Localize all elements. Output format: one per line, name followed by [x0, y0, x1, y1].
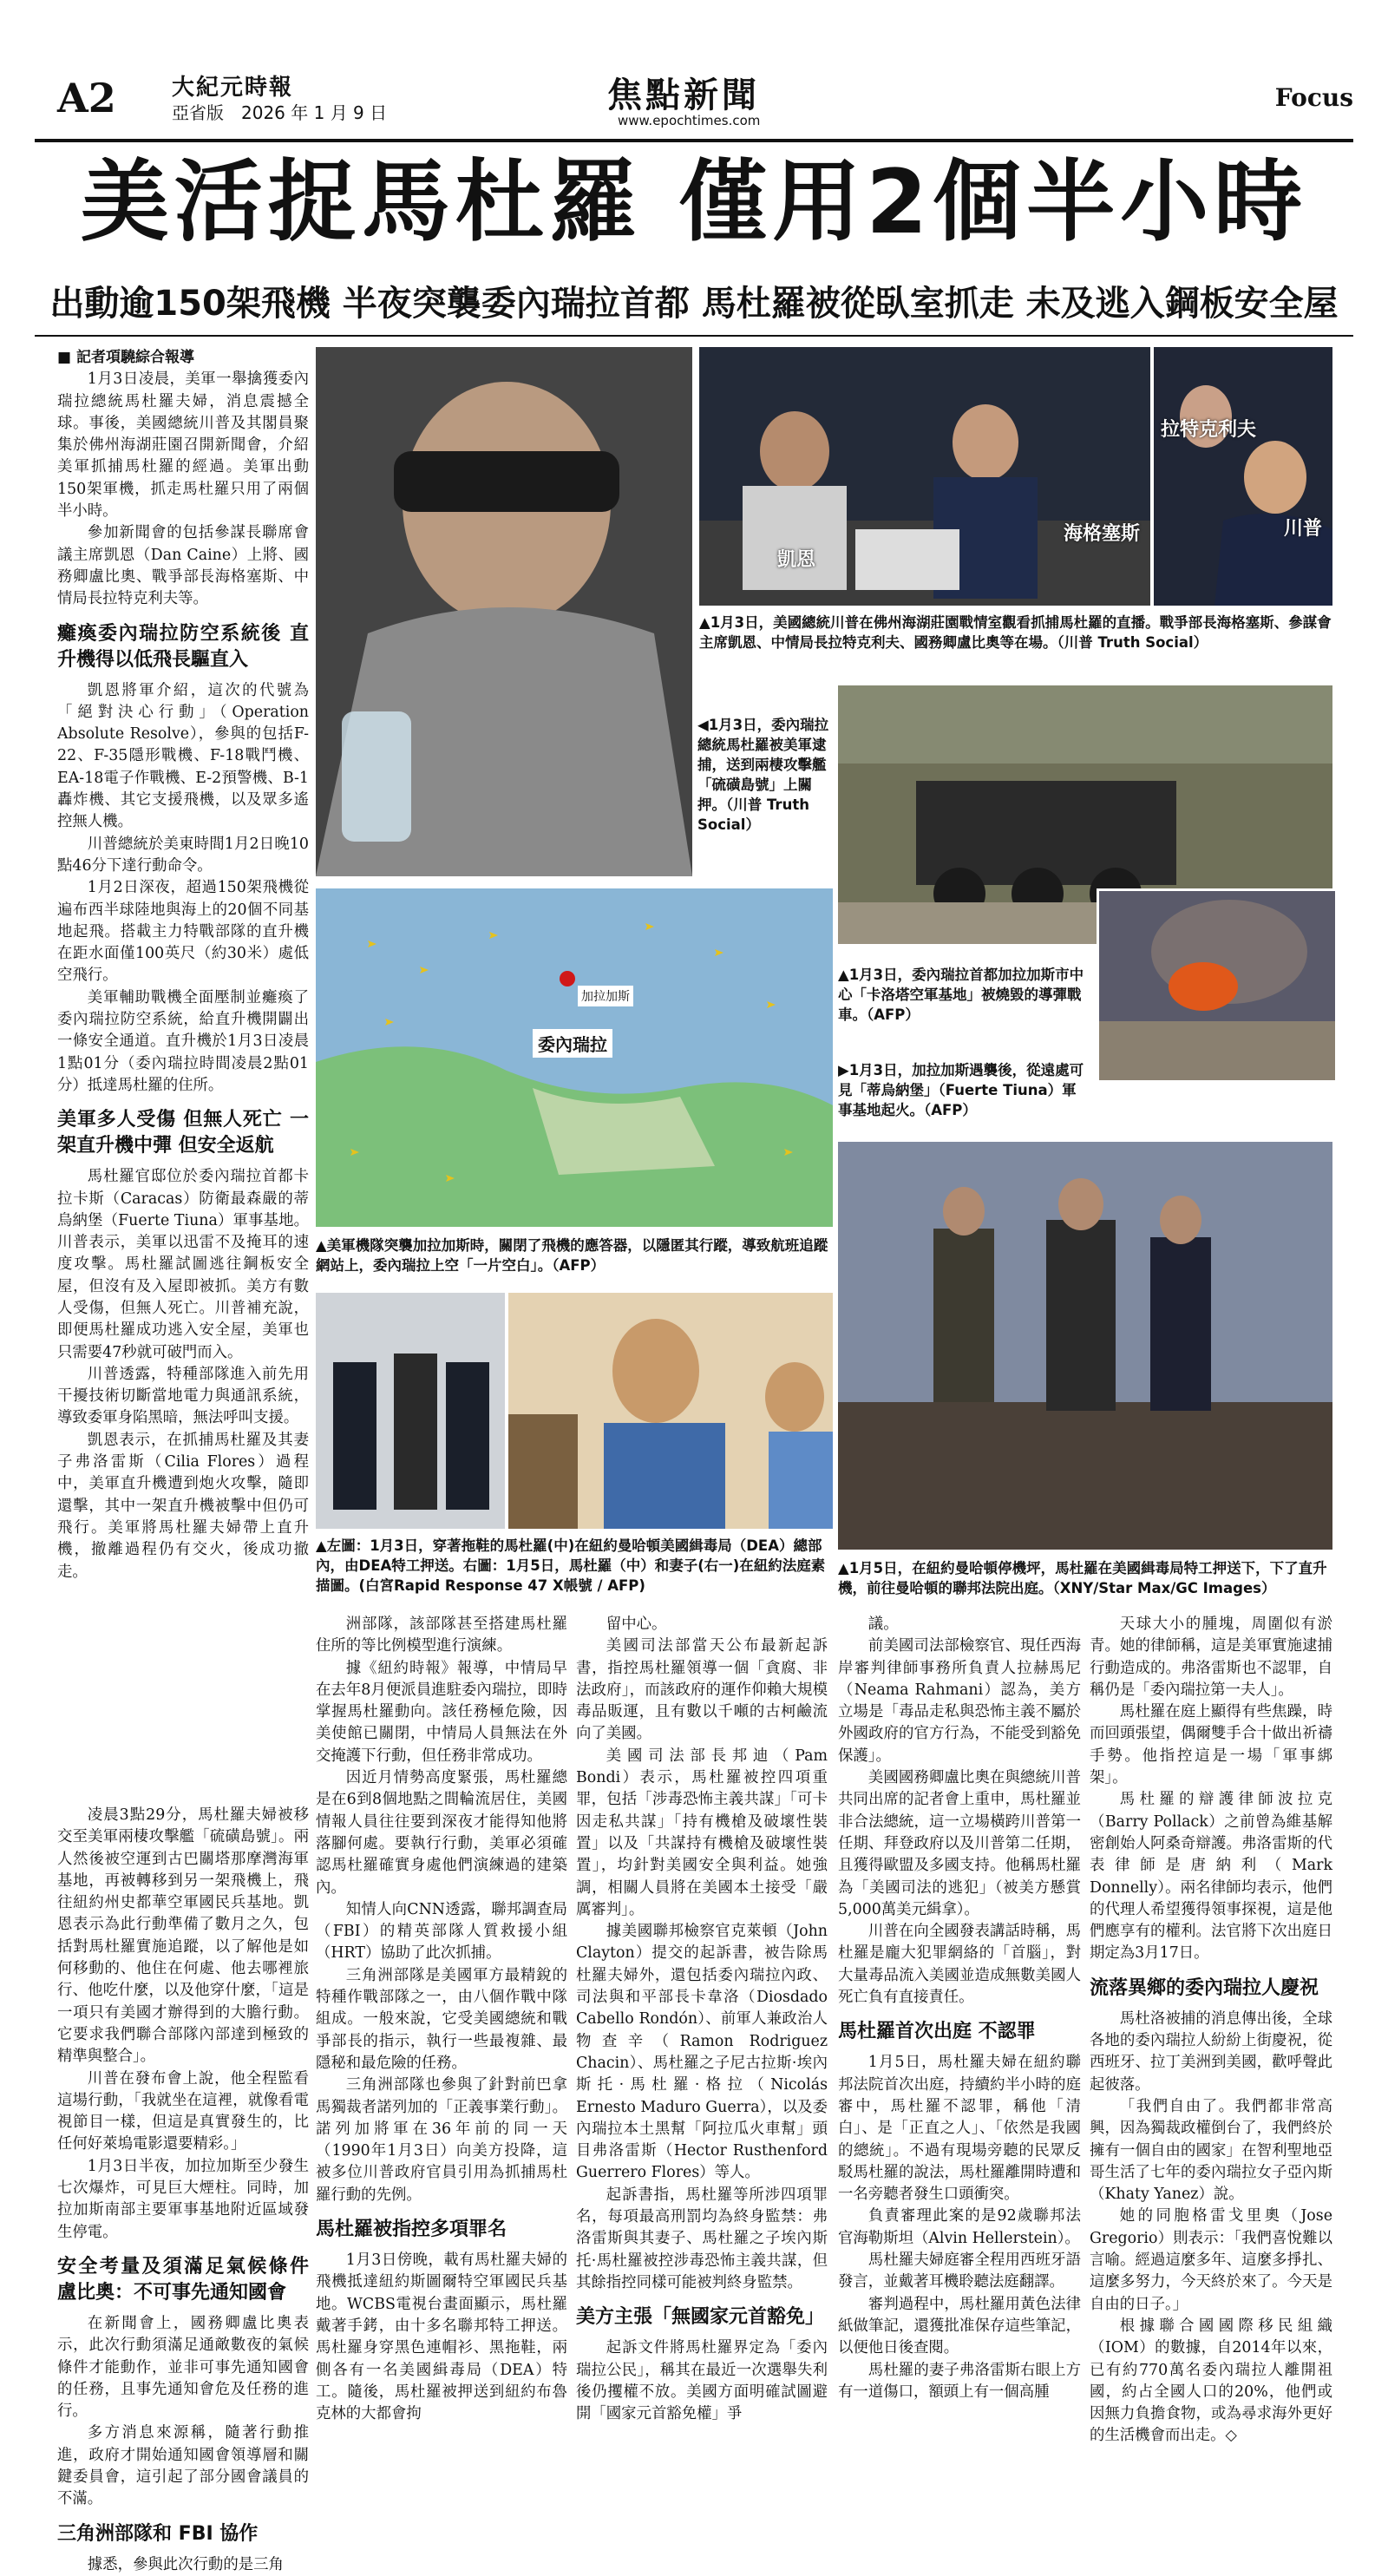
- paragraph: 馬杜羅官邸位於委內瑞拉首都卡拉卡斯（Caracas）防衛最森嚴的蒂烏納堡（Fuerte Tiuna）軍事基地。川普表示，美軍以迅雷不及掩耳的速度攻擊。馬杜羅試圖逃往鋼板安全屋，但沒有及入屋即被抓。美方有數人受傷，但無人死亡。川普補充說，即便馬杜羅成功逃入安全屋，美軍也只需要47秒就可破門而入。: [57, 1168, 309, 1361]
- section-heading: 馬杜羅被指控多項罪名: [316, 2219, 507, 2241]
- caption-situation-room: ▲1月3日，美國總統川普在佛州海湖莊園戰情室觀看抓捕馬杜羅的直播。戰爭部長海格塞斯、參謀會主席凱恩、中情局長拉特克利夫、國務卿盧比奧等在場。（川普 Truth Social）: [699, 614, 1332, 651]
- newspaper-logo: 大紀元時報: [172, 75, 294, 101]
- article-column-5: [1090, 1614, 1332, 2448]
- article-column-4: [838, 1614, 1081, 2403]
- paragraph: 天球大小的腫塊，周圍似有淤青。她的律師稱，這是美軍實施逮捕行動造成的。弗洛雷斯也不認罪，自稱仍是「委內瑞拉第一夫人」。: [1090, 1616, 1332, 1699]
- paragraph: 知情人向CNN透露，聯邦調查局（FBI）的精英部隊人質救援小組（HRT）協助了此次抓捕。: [316, 1900, 567, 1963]
- paragraph: 1月3日凌晨，美軍一舉擒獲委內瑞拉總統馬杜羅夫婦，消息震撼全球。事後，美國總統川普及其閣員聚集於佛州海湖莊園召開新聞會，介紹美軍抓捕馬杜羅的經過。美軍出動150架軍機，抓走馬杜羅只用了兩個半小時。: [57, 370, 309, 521]
- paragraph: 因近月情勢高度緊張，馬杜羅總是在6到8個地點之間輪流居住，美國情報人員往往要到深夜才能得知他將落腳何處。要執行行動，美軍必須確認馬杜羅確實身處他們演練過的建築內。: [316, 1769, 567, 1897]
- courtroom-sketch: [508, 1293, 833, 1529]
- paragraph: 起訴書指，馬杜羅等所涉四項罪名，每項最高刑罰均為終身監禁：弗洛雷斯與其妻子、馬杜羅之子埃內斯托·馬杜羅被控涉毒恐怖主義共謀，但其餘指控同樣可能被判終身監禁。: [576, 2186, 828, 2291]
- paragraph: 參加新聞會的包括參謀長聯席會議主席凱恩（Dan Caine）上將、國務卿盧比奧、戰爭部長海格塞斯、中情局長拉特克利夫等。: [57, 524, 309, 608]
- paragraph: 前美國司法部檢察官、現任西海岸審判律師事務所負責人拉赫馬尼（Neama Rahmani）認為，美方立場是「毒品走私與恐怖主義不屬於外國政府的官方行為，不能受到豁免保護」。: [838, 1637, 1081, 1765]
- caption-vehicle: ▲1月3日，委內瑞拉首都加拉加斯市中心「卡洛塔空軍基地」被燒毀的導彈戰車。（AFP）: [838, 967, 1084, 1023]
- paragraph: 1月3日半夜，加拉加斯至少發生七次爆炸，可見巨大煙柱。同時，加拉加斯南部主要軍事基地附近區域發生停電。: [57, 2157, 309, 2241]
- label-kaine: 凱恩: [777, 549, 816, 571]
- label-hegseth: 海格塞斯: [1064, 523, 1141, 545]
- section-heading: 安全考量及須滿足氣候條件 盧比奧：不可事先通知國會: [57, 2255, 309, 2304]
- photo-trump-ratcliffe: [1154, 347, 1332, 606]
- map-graphic: [316, 888, 833, 1227]
- article-column-2: [316, 1614, 567, 2425]
- paragraph: 美國司法部長邦迪（Pam Bondi）表示，馬杜羅被控四項重罪，包括「涉毒恐怖主義共謀」「可卡因走私共謀」「持有機槍及破壞性裝置」以及「共謀持有機槍及破壞性裝置」，均針對美國安全與利益。她強調，相關人員將在美國本土接受「嚴厲審判」。: [576, 1747, 828, 1918]
- headline: 美活捉馬杜羅 僅用2個半小時: [80, 151, 1308, 254]
- caption-map: ▲美軍機隊突襲加拉加斯時，關閉了飛機的應答器，以隱匿其行蹤，導致航班追蹤網站上，委內瑞拉上空「一片空白」。（AFP）: [316, 1237, 828, 1274]
- article-column-1-lower: [57, 1805, 309, 2573]
- paragraph: 馬杜羅的辯護律師波拉克（Barry Pollack）之前曾為維基解密創始人阿桑奇辯護。弗洛雷斯的代表律師是唐納利（Mark Donnelly）。兩名律師均表示，他們的代理人希望獲得領事探視，這是他們應享有的權利。法官將下次出庭日期定為3月17日。: [1090, 1791, 1332, 1963]
- paragraph: 馬杜羅夫婦庭審全程用西班牙語發言，並戴著耳機聆聽法庭翻譯。: [838, 2252, 1081, 2291]
- paragraph: 美國國務卿盧比奧在與總統川普共同出席的記者會上重申，馬杜羅並非合法總統，這一立場橫跨川普第一任期、拜登政府以及川普第二任期，且獲得歐盟及多國支持。他稱馬杜羅為「美國司法的逃犯」（被美方懸賞5,000萬美元緝拿）。: [838, 1769, 1081, 1918]
- photo-situation-room: [699, 347, 1150, 606]
- section-heading: 癱瘓委內瑞拉防空系統後 直升機得以低飛長驅直入: [57, 622, 309, 671]
- photo-maduro-blindfolded: [316, 347, 692, 876]
- paragraph: 馬杜洛被捕的消息傳出後，全球各地的委內瑞拉人紛紛上街慶祝，從西班牙、拉丁美洲到美國，歡呼聲此起彼落。: [1090, 2009, 1332, 2094]
- paragraph: 在新聞會上，國務卿盧比奧表示，此次行動須滿足通敵數夜的氣候條件才能動作，並非可事先通知國會的任務，且事先通知會危及任務的進行。: [57, 2314, 309, 2421]
- caption-court: ▲左圖：1月3日，穿著拖鞋的馬杜羅(中)在紐約曼哈頓美國緝毒局（DEA）總部內，由DEA特工押送。右圖：1月5日，馬杜羅（中）和妻子(右一)在紐約法庭素描圖。(白宮Rapid Response 47 X帳號 / AFP): [316, 1537, 826, 1594]
- paragraph: 據美國聯邦檢察官克萊頓（John Clayton）提交的起訴書，被告除馬杜羅夫婦外，還包括委內瑞拉內政、司法與和平部長卡韋洛（Diosdado Cabello Rondón）、前軍人兼政治人物查辛（Ramon Rodriguez Chacin）、馬杜羅之子尼古拉斯·埃內斯托·馬杜羅·格拉（Nicolás Ernesto Maduro Guerra），以及委內瑞拉本土黑幫「阿拉瓜火車幫」頭目弗洛雷斯（Hector Rusthenford Guerrero Flores）等人。: [576, 1923, 828, 2182]
- paragraph: 1月2日深夜，超過150架飛機從遍布西半球陸地與海上的20個不同基地起飛。搭載主力特戰部隊的直升機在距水面僅100英尺（約30米）處低空飛行。: [57, 879, 309, 985]
- paragraph: 她的同胞格雷戈里奧（Jose Gregorio）則表示：「我們喜悅難以言喻。經過這麼多年、這麼多掙扎、這麼多努力，今天終於來了。今天是自由的日子。」: [1090, 2207, 1332, 2313]
- paragraph: 1月3日傍晚，載有馬杜羅夫婦的飛機抵達紐約斯圖爾特空軍國民兵基地。WCBS電視台畫面顯示，馬杜羅戴著手銬，由十多名聯邦特工押送。馬杜羅身穿黑色連帽衫、黑拖鞋，兩側各有一名美國緝毒局（DEA）特工。隨後，馬杜羅被押送到紐約布魯克林的大都會拘: [316, 2252, 567, 2423]
- paragraph: 川普在向全國發表講話時稱，馬杜羅是龐大犯罪網絡的「首腦」，對大量毒品流入美國並造成無數美國人死亡負有直接責任。: [838, 1923, 1081, 2007]
- edition-date: 亞省版 2026 年 1 月 9 日: [172, 102, 388, 123]
- maduro-figure-icon: [316, 347, 692, 876]
- section-heading: 流落異鄉的委內瑞拉人慶祝: [1090, 1976, 1319, 1999]
- dea-escort-icon: [316, 1293, 505, 1529]
- paragraph: 馬杜羅在庭上顯得有些焦躁，時而回頭張望，偶爾雙手合十做出祈禱手勢。他指控這是一場「軍事綁架」。: [1090, 1703, 1332, 1787]
- situation-room-icon: [699, 347, 1150, 606]
- paragraph: 三角洲部隊也參與了針對前巴拿馬獨裁者諾列加的「正義事業行動」。諾列加將軍在36年前的同一天（1990年1月3日）向美方投降，這被多位川普政府官員引用為抓捕馬杜羅行動的先例。: [316, 2076, 567, 2204]
- paragraph: 川普在發布會上說，他全程監看這場行動，「我就坐在這裡，就像看電視節目一樣，但這是真實發生的，比任何好萊塢電影還要精彩。」: [57, 2069, 309, 2153]
- article-column-3: [576, 1614, 828, 2425]
- paragraph: 據悉，參與此次行動的是三角: [87, 2555, 284, 2573]
- paragraph: 美軍輔助戰機全面壓制並癱瘓了委內瑞拉防空系統，給直升機開闢出一條安全通道。直升機於1月3日凌晨1點01分（委內瑞拉時間凌晨2點01分）抵達馬杜羅的住所。: [57, 988, 309, 1094]
- section-heading: 美方主張「無國家元首豁免」: [576, 2306, 825, 2329]
- subhead-rule: [35, 335, 1353, 337]
- flight-tracker-map: [316, 888, 833, 1227]
- caracas-pin-icon: [560, 971, 575, 986]
- paragraph: 「我們自由了。我們都非常高興，因為獨裁政權倒台了，我們終於擁有一個自由的國家」在智利聖地亞哥生活了七年的委內瑞拉女子亞內斯（Khaty Yanez）說。: [1090, 2097, 1332, 2204]
- byline: ■ 記者項驍綜合報導: [57, 349, 194, 366]
- page-number: A2: [57, 75, 116, 121]
- paragraph: 1月5日，馬杜羅夫婦在紐約聯邦法院首次出庭，持續約半小時的庭審中，馬杜羅不認罪，稱他「清白」、是「正直之人」、「依然是我國的總統」。不過有現場旁聽的民眾反駁馬杜羅的說法，馬杜羅離開時遭和一名旁聽者發生口頭衝突。: [838, 2054, 1081, 2204]
- paragraph: 川普總統於美東時間1月2日晚10點46分下達行動命令。: [57, 835, 309, 875]
- section-english: Focus: [1274, 83, 1353, 112]
- caption-fire: ▶1月3日，加拉加斯遇襲後，從遠處可見「蒂烏納堡」（Fuerte Tiuna）軍事基地起火。（AFP）: [838, 1062, 1084, 1118]
- paragraph: 議。: [868, 1616, 899, 1633]
- paragraph: 凱恩將軍介紹，這次的代號為「絕對決心行動」（Operation Absolute Resolve），參與的包括F-22、F-35隱形戰機、F-18戰鬥機、EA-18電子作戰機、E-2預警機、B-1轟炸機、其它支援飛機，以及眾多遙控無人機。: [57, 681, 309, 831]
- paragraph: 三角洲部隊是美國軍方最精銳的特種作戰部隊之一，由八個作戰中隊組成。一般來說，它受美國總統和戰爭部長的指示，執行一些最複雜、最隱秘和最危險的任務。: [316, 1966, 567, 2072]
- subheadline: 出動逾150架飛機 半夜突襲委內瑞拉首都 馬杜羅被從臥室抓走 未及逃入鋼板安全屋: [49, 284, 1339, 324]
- label-ratcliffe: 拉特克利夫: [1161, 419, 1257, 441]
- caption-escort: ▲1月5日，在紐約曼哈頓停機坪，馬杜羅在美國緝毒局特工押送下，下了直升機，前往曼哈頓的聯邦法院出庭。（XNY/Star Max/GC Images）: [838, 1560, 1327, 1596]
- photo-helipad-escort: [838, 1142, 1332, 1550]
- label-trump: 川普: [1284, 518, 1323, 540]
- paragraph: 多方消息來源稱，隨著行動推進，政府才開始通知國會領導層和關鍵委員會，這引起了部分國會議員的不滿。: [57, 2424, 309, 2508]
- section-heading: 三角洲部隊和 FBI 協作: [57, 2522, 259, 2545]
- fire-smoke-icon: [1099, 891, 1335, 1080]
- paragraph: 審判過程中，馬杜羅用黃色法律紙做筆記，還獲批准保存這些筆記，以便他日後查閱。: [838, 2295, 1081, 2357]
- map-label-caracas: 加拉加斯: [578, 986, 633, 1006]
- photo-dea-escort: [316, 1293, 505, 1529]
- paragraph: 根據聯合國國際移民組織（IOM）的數據，自2014年以來，已有約770萬名委內瑞拉人離開祖國，約占全國人口的20%，他們或因無力負擔食物，或為尋求海外更好的生活機會而出走。◇: [1090, 2317, 1332, 2445]
- paragraph: 馬杜羅的妻子弗洛雷斯右眼上方有一道傷口，額頭上有一個高腫: [838, 2361, 1081, 2401]
- paragraph: 起訴文件將馬杜羅界定為「委內瑞拉公民」，稱其在最近一次選舉失利後仍攫權不放。美國方面明確試圖避開「國家元首豁免權」爭: [576, 2339, 828, 2423]
- escort-scene-icon: [838, 1142, 1332, 1550]
- paragraph: 據《紐約時報》報導，中情局早在去年8月便派員進駐委內瑞拉，即時掌握馬杜羅動向。該任務極危險，因美使館已關閉，中情局人員無法在外交掩護下行動，但任務非常成功。: [316, 1659, 567, 1765]
- map-label-venezuela: 委內瑞拉: [533, 1029, 612, 1058]
- paragraph: 凱恩表示，在抓捕馬杜羅及其妻子弗洛雷斯（Cilia Flores）過程中，美軍直升機遭到炮火攻擊，隨即還擊，其中一架直升機被擊中但仍可飛行。美軍將馬杜羅夫婦帶上直升機，撤離過程仍有交火，後成功撤走。: [57, 1431, 309, 1581]
- section-heading: 馬杜羅首次出庭 不認罪: [838, 2021, 1036, 2043]
- paragraph: 凌晨3點29分，馬杜羅夫婦被移交至美軍兩棲攻擊艦「硫磺島號」。兩人然後被空運到古巴關塔那摩灣海軍基地，再被轉移到另一架飛機上，飛往紐約州史都華空軍國民兵基地。凱恩表示為此行動準備了數月之久，包括對馬杜羅實施追蹤，以了解他是如何移動的、他住在何處、他去哪裡旅行、他吃什麼，以及他穿什麼，「這是一項只有美國才辦得到的大膽行動。它要求我們聯合部隊內部達到極致的精準與整合」。: [57, 1806, 309, 2066]
- paragraph: 川普透露，特種部隊進入前先用干擾技術切斷當地電力與通訊系統，導致委軍身陷黑暗，無法呼叫支援。: [57, 1365, 309, 1427]
- paragraph: 洲部隊，該部隊甚至搭建馬杜羅住所的等比例模型進行演練。: [316, 1616, 567, 1655]
- paragraph: 美國司法部當天公布最新起訴書，指控馬杜羅領導一個「貪腐、非法政府」，而該政府的運作仰賴大規模毒品販運，且有數以千噸的古柯鹼流向了美國。: [576, 1637, 828, 1743]
- trump-figure-icon: [1154, 347, 1332, 606]
- article-column-1: [57, 347, 309, 1970]
- section-title: 焦點新聞: [607, 75, 760, 115]
- header-rule: [35, 139, 1353, 142]
- courtroom-sketch-icon: [508, 1293, 833, 1529]
- paragraph: 留中心。: [606, 1616, 667, 1633]
- site-url[interactable]: www.epochtimes.com: [618, 113, 761, 128]
- section-heading: 美軍多人受傷 但無人死亡 一架直升機中彈 但安全返航: [57, 1109, 309, 1157]
- photo-base-fire: [1097, 888, 1332, 1078]
- caption-maduro: ◀1月3日，委內瑞拉總統馬杜羅被美軍逮捕，送到兩棲攻擊艦「硫磺島號」上關押。（川普 Truth Social）: [694, 710, 833, 840]
- paragraph: 負責審理此案的是92歲聯邦法官海勒斯坦（Alvin Hellerstein）。: [838, 2207, 1081, 2247]
